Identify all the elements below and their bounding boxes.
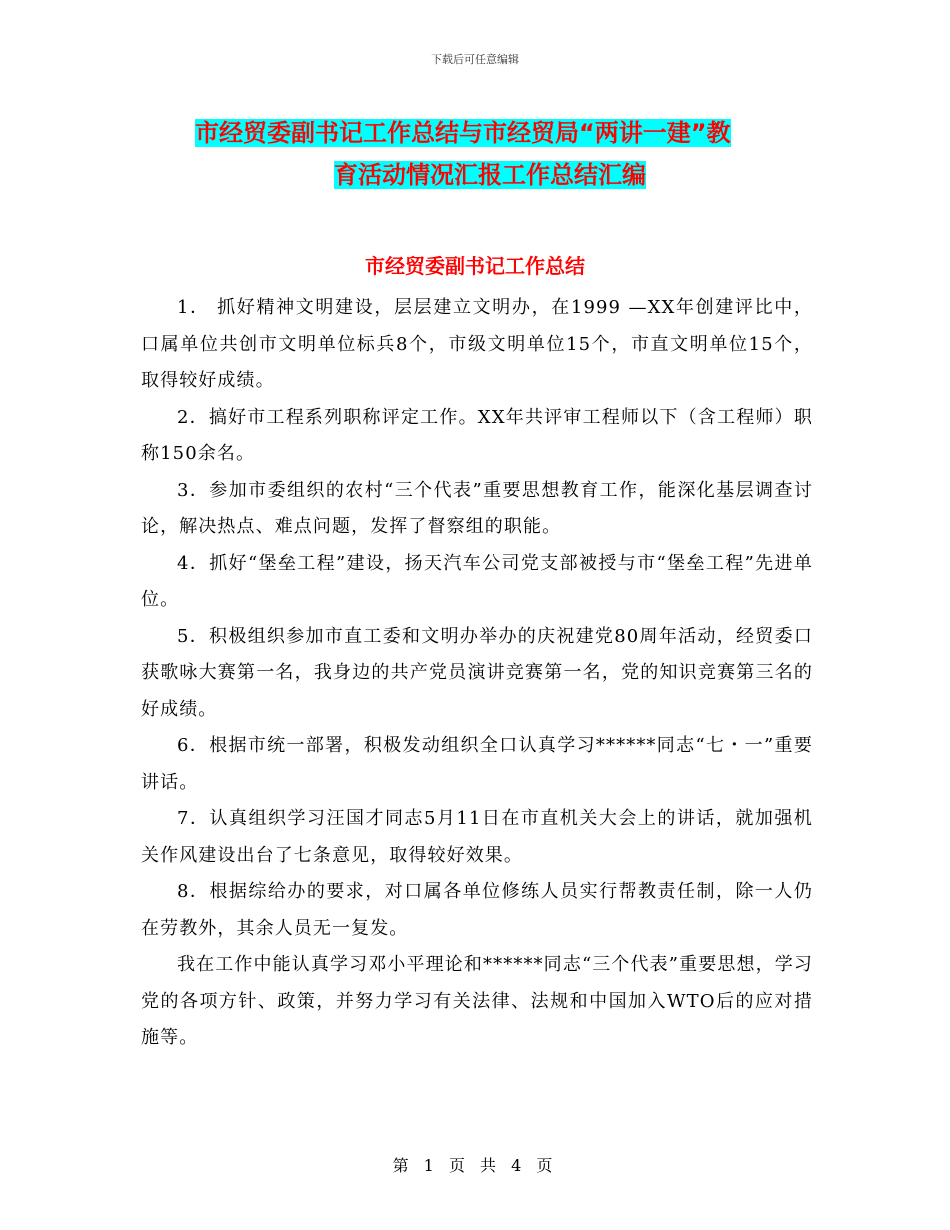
page-header-note: 下载后可任意编辑 [431, 53, 519, 66]
paragraph-item-6: 6．根据市统一部署，积极发动组织全口认真学习******同志“七・一”重要讲话。 [141, 735, 813, 793]
paragraph-item-2: 2．搞好市工程系列职称评定工作。XX年共评审工程师以下（含工程师）职称150余名。 [141, 406, 813, 464]
paragraph-item-7: 7．认真组织学习汪国才同志5月11日在市直机关大会上的讲话，就加强机关作风建设出台了七条意见，取得较好效果。 [141, 808, 813, 866]
paragraph-item-8: 8．根据综给办的要求，对口属各单位修练人员实行帮教责任制，除一人仍在劳教外，其余人员无一复发。 [141, 881, 813, 939]
document-title-line-1 [160, 112, 820, 154]
page-number: 第 1 页 共 4 页 [392, 1156, 558, 1175]
paragraph-item-4: 4．抓好“堡垒工程”建设，扬天汽车公司党支部被授与市“堡垒工程”先进单位。 [141, 552, 813, 610]
section-heading: 市经贸委副书记工作总结 [365, 254, 585, 278]
paragraph-item-5: 5．积极组织参加市直工委和文明办举办的庆祝建党80周年活动，经贸委口获歌咏大赛第一名，我身边的共产党员演讲竞赛第一名，党的知识竞赛第三名的好成绩。 [141, 625, 813, 720]
paragraph-item-3: 3．参加市委组织的农村“三个代表”重要思想教育工作，能深化基层调查讨论，解决热点、难点问题，发挥了督察组的职能。 [141, 479, 813, 537]
document-body [141, 290, 813, 1057]
document-title-line-2-text: 育活动情况汇报工作总结汇编 [334, 161, 646, 189]
paragraph-closing: 我在工作中能认真学习邓小平理论和******同志“三个代表”重要思想，学习党的各项方针、政策，并努力学习有关法律、法规和中国加入WTO后的应对措施等。 [141, 954, 813, 1048]
document-title-line-2 [160, 154, 820, 196]
document-title [160, 112, 820, 196]
paragraph-item-1: 1． 抓好精神文明建设，层层建立文明办，在1999 —XX年创建评比中，口属单位共创市文明单位标兵8个，市级文明单位15个，市直文明单位15个，取得较好成绩。 [141, 297, 813, 391]
document-title-line-1-text: 市经贸委副书记工作总结与市经贸局“两讲一建”教 [195, 119, 731, 147]
